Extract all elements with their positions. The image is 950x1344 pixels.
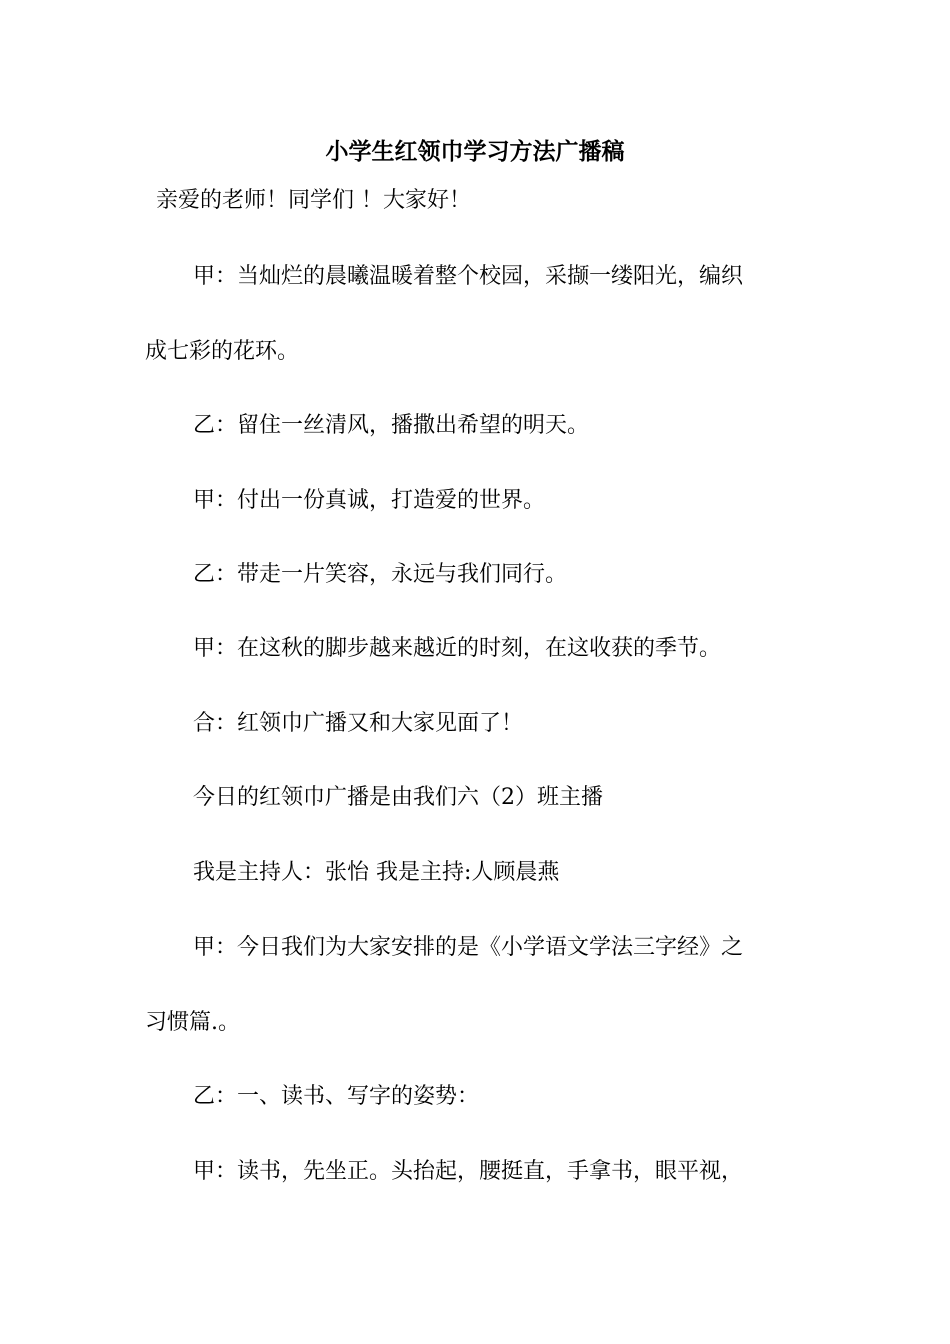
paragraph-line: 甲：在这秋的脚步越来越近的时刻，在这收获的季节。 bbox=[193, 636, 722, 661]
greeting: 亲爱的老师！同学们 ！大家好！ bbox=[156, 188, 471, 213]
paragraph-line: 甲：当灿烂的晨曦温暖着整个校园，采撷一缕阳光，编织 bbox=[193, 264, 744, 289]
paragraph-line: 习惯篇.。 bbox=[145, 1010, 240, 1035]
paragraph-line: 合：红领巾广播又和大家见面了！ bbox=[193, 711, 524, 736]
paragraph-line: 甲：读书，先坐正。头抬起，腰挺直，手拿书，眼平视， bbox=[193, 1159, 744, 1184]
paragraph-line: 我是主持人：张怡 我是主持:人顾晨燕 bbox=[193, 860, 560, 885]
paragraph-line: 甲：付出一份真诚，打造爱的世界。 bbox=[193, 488, 546, 513]
paragraph-line: 成七彩的花环。 bbox=[145, 339, 300, 364]
paragraph-line: 乙：留住一丝清风，播撒出希望的明天。 bbox=[193, 413, 590, 438]
document-title: 小学生红领巾学习方法广播稿 bbox=[325, 138, 625, 165]
paragraph-line: 乙：一、读书、写字的姿势： bbox=[193, 1084, 480, 1109]
paragraph-line: 今日的红领巾广播是由我们六（2）班主播 bbox=[193, 785, 603, 810]
paragraph-line: 乙：带走一片笑容，永远与我们同行。 bbox=[193, 562, 568, 587]
paragraph-line: 甲：今日我们为大家安排的是《小学语文学法三字经》之 bbox=[193, 935, 744, 960]
